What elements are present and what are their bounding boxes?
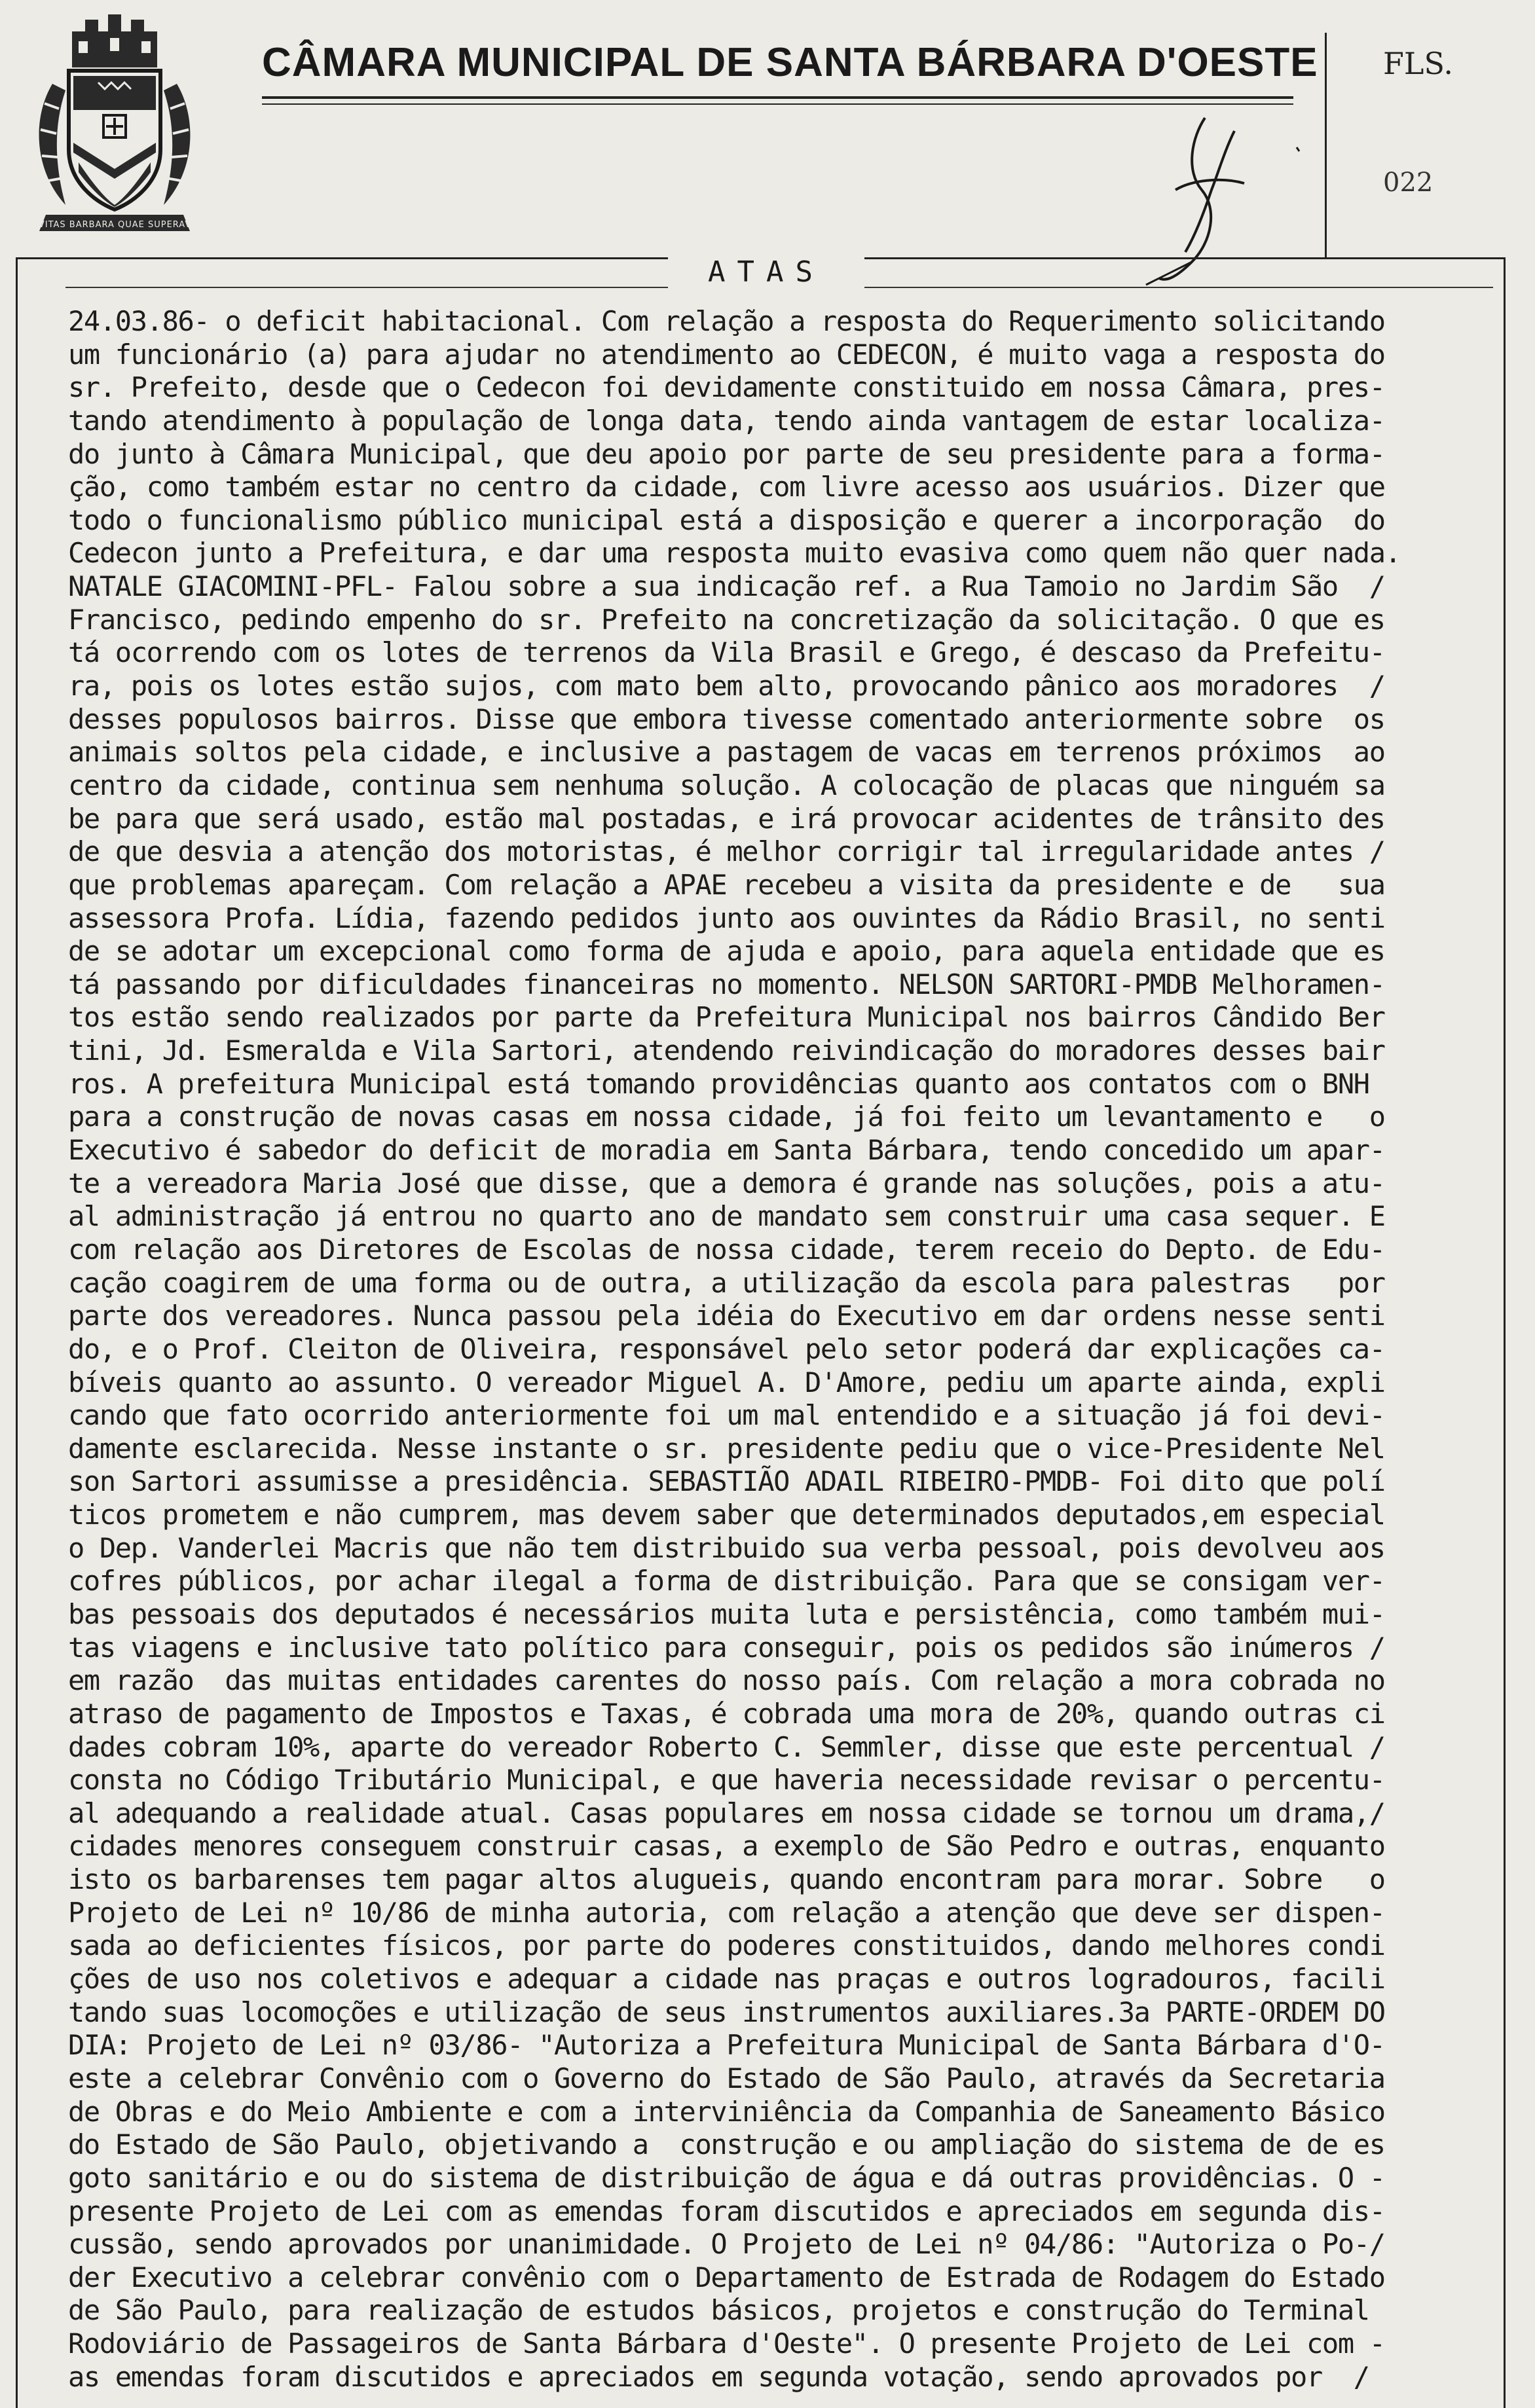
body-line: este a celebrar Convênio com o Governo do Estado de São Paulo, através da Secretaria <box>68 2062 1385 2094</box>
body-line: tá passando por dificuldades financeiras no momento. NELSON SARTORI-PMDB Melhoramen- <box>68 968 1385 1000</box>
body-line: do Estado de São Paulo, objetivando a construção e ou ampliação do sistema de de es <box>68 2128 1385 2161</box>
body-line: de se adotar um excepcional como forma de ajuda e apoio, para aquela entidade que es <box>68 935 1385 968</box>
body-line: tando atendimento à população de longa data, tendo ainda vantagem de estar localiza- <box>68 404 1385 437</box>
body-line: goto sanitário e ou do sistema de distribuição de água e dá outras providências. O - <box>68 2161 1385 2194</box>
body-line: isto os barbarenses tem pagar altos alugueis, quando encontram para morar. Sobre o <box>68 1863 1385 1896</box>
body-line: ticos prometem e não cumprem, mas devem saber que determinados deputados,em especial <box>68 1499 1385 1531</box>
body-line: cofres públicos, por achar ilegal a forma de distribuição. Para que se consigam ver- <box>68 1565 1385 1597</box>
body-line: sada ao deficientes físicos, por parte do poderes constituidos, dando melhores condi <box>68 1929 1385 1962</box>
body-line: para a construção de novas casas em nossa cidade, já foi feito um levantamento e o <box>68 1101 1385 1133</box>
title-underline-thin <box>262 103 1293 105</box>
body-line: Rodoviário de Passageiros de Santa Bárbara d'Oeste". O presente Projeto de Lei com - <box>68 2327 1385 2360</box>
body-line: de São Paulo, para realização de estudos básicos, projetos e construção do Terminal <box>68 2294 1369 2327</box>
body-line: cando que fato ocorrido anteriormente foi um mal entendido e a situação já foi devi- <box>68 1399 1385 1432</box>
body-line: consta no Código Tributário Municipal, e que haveria necessidade revisar o percentu- <box>68 1764 1385 1797</box>
body-line: damente esclarecida. Nesse instante o sr. presidente pediu que o vice-Presidente Nel <box>68 1432 1385 1465</box>
body-line: centro da cidade, continua sem nenhuma solução. A colocação de placas que ninguém sa <box>68 769 1385 801</box>
body-line: cação coagirem de uma forma ou de outra, a utilização da escola para palestras por <box>68 1266 1385 1299</box>
body-line: em razão das muitas entidades carentes do nosso país. Com relação a mora cobrada no <box>68 1664 1385 1697</box>
body-line: as emendas foram discutidos e apreciados em segunda votação, sendo aprovados por / <box>68 2360 1369 2393</box>
svg-text:CIVITAS BARBARA QUAE SUPERAVIT: CIVITAS BARBARA QUAE SUPERAVIT <box>28 220 201 230</box>
body-line: tos estão sendo realizados por parte da Prefeitura Municipal nos bairros Cândido Ber <box>68 1001 1385 1034</box>
body-line: be para que será usado, estão mal postadas, e irá provocar acidentes de trânsito des <box>68 802 1385 835</box>
body-line: 24.03.86- o deficit habitacional. Com relação a resposta do Requerimento solicitando <box>68 305 1385 337</box>
body-line: animais soltos pela cidade, e inclusive a pastagem de vacas em terrenos próximos ao <box>68 736 1385 769</box>
body-line: ra, pois os lotes estão sujos, com mato bem alto, provocando pânico aos moradores / <box>68 670 1385 702</box>
body-line: tando suas locomoções e utilização de seus instrumentos auxiliares.3a PARTE-ORDEM DO <box>68 1996 1385 2028</box>
body-line: Projeto de Lei nº 10/86 de minha autoria, com relação a atenção que deve ser dispen- <box>68 1896 1385 1929</box>
body-line: te a vereadora Maria José que disse, que a demora é grande nas soluções, pois a atu- <box>68 1167 1385 1199</box>
body-line: DIA: Projeto de Lei nº 03/86- "Autoriza a Prefeitura Municipal de Santa Bárbara d'O- <box>68 2029 1385 2062</box>
body-line: com relação aos Diretores de Escolas de nossa cidade, terem receio do Depto. de Edu- <box>68 1233 1385 1266</box>
section-title: ATAS <box>708 255 824 289</box>
body-line: bas pessoais dos deputados é necessários muita luta e persistência, como também mui- <box>68 1597 1385 1630</box>
body-line: parte dos vereadores. Nunca passou pela idéia do Executivo em dar ordens nesse senti <box>68 1300 1385 1332</box>
folio-number: 022 <box>1383 168 1433 198</box>
body-line: de Obras e do Meio Ambiente e com a interviniência da Companhia de Saneamento Básico <box>68 2095 1385 2128</box>
body-line: cidades menores conseguem construir casas, a exemplo de São Pedro e outras, enquanto <box>68 1830 1385 1863</box>
body-line: ros. A prefeitura Municipal está tomando providências quanto aos contatos com o BNH <box>68 1067 1369 1100</box>
body-line: tas viagens e inclusive tato político para conseguir, pois os pedidos são inúmeros / <box>68 1631 1385 1664</box>
page-title: CÂMARA MUNICIPAL DE SANTA BÁRBARA D'OESTE <box>262 40 1318 85</box>
minutes-body <box>68 305 1476 2394</box>
body-line: tini, Jd. Esmeralda e Vila Sartori, atendendo reivindicação do moradores desses bair <box>68 1034 1385 1067</box>
body-line: do, e o Prof. Cleiton de Oliveira, responsável pelo setor poderá dar explicações ca- <box>68 1332 1385 1365</box>
body-line: ção, como também estar no centro da cidade, com livre acesso aos usuários. Dizer que <box>68 471 1385 503</box>
body-line: dades cobram 10%, aparte do vereador Roberto C. Semmler, disse que este percentual / <box>68 1730 1385 1763</box>
body-line: Cedecon junto a Prefeitura, e dar uma resposta muito evasiva como quem não quer nada. <box>68 537 1401 570</box>
folio-label: FLS. <box>1383 46 1453 81</box>
body-line: um funcionário (a) para ajudar no atendimento ao CEDECON, é muito vaga a resposta do <box>68 338 1385 371</box>
body-line: que problemas apareçam. Com relação a APAE recebeu a visita da presidente e de sua <box>68 868 1385 901</box>
body-line: assessora Profa. Lídia, fazendo pedidos junto aos ouvintes da Rádio Brasil, no senti <box>68 902 1385 934</box>
body-line: o Dep. Vanderlei Macris que não tem distribuido sua verba pessoal, pois devolveu aos <box>68 1531 1385 1564</box>
folio-separator <box>1325 33 1327 259</box>
body-line: cussão, sendo aprovados por unanimidade. O Projeto de Lei nº 04/86: "Autoriza o Po-/ <box>68 2228 1385 2261</box>
body-line: der Executivo a celebrar convênio com o Departamento de Estrada de Rodagem do Estado <box>68 2261 1385 2293</box>
body-line: sr. Prefeito, desde que o Cedecon foi devidamente constituido em nossa Câmara, pres- <box>68 371 1385 404</box>
title-underline <box>262 96 1293 99</box>
body-line: tá ocorrendo com os lotes de terrenos da Vila Brasil e Grego, é descaso da Prefeitu- <box>68 636 1385 669</box>
body-line: Executivo é sabedor do deficit de moradia em Santa Bárbara, tendo concedido um apar- <box>68 1134 1385 1167</box>
body-line: ções de uso nos coletivos e adequar a cidade nas praças e outros logradouros, facili <box>68 1963 1385 1996</box>
body-line: al adequando a realidade atual. Casas populares em nossa cidade se tornou um drama,/ <box>68 1797 1385 1829</box>
body-line: de que desvia a atenção dos motoristas, é melhor corrigir tal irregularidade antes / <box>68 835 1385 868</box>
municipal-coat-of-arms <box>26 5 203 247</box>
body-line: do junto à Câmara Municipal, que deu apoio por parte de seu presidente para a forma- <box>68 437 1385 470</box>
body-line: al administração já entrou no quarto ano de mandato sem construir uma casa sequer. E <box>68 1200 1385 1233</box>
body-line: Francisco, pedindo empenho do sr. Prefeito na concretização da solicitação. O que es <box>68 603 1385 636</box>
body-line: desses populosos bairros. Disse que embora tivesse comentado anteriormente sobre os <box>68 702 1385 735</box>
body-line: atraso de pagamento de Impostos e Taxas, é cobrada uma mora de 20%, quando outras ci <box>68 1697 1385 1730</box>
body-line: NATALE GIACOMINI-PFL- Falou sobre a sua indicação ref. a Rua Tamoio no Jardim São / <box>68 570 1385 603</box>
body-line: presente Projeto de Lei com as emendas foram discutidos e apreciados em segunda dis- <box>68 2195 1385 2227</box>
body-line: todo o funcionalismo público municipal está a disposição e querer a incorporação do <box>68 503 1385 536</box>
body-line: bíveis quanto ao assunto. O vereador Miguel A. D'Amore, pediu um aparte ainda, expli <box>68 1366 1385 1398</box>
body-line: son Sartori assumisse a presidência. SEBASTIÃO ADAIL RIBEIRO-PMDB- Foi dito que polí <box>68 1465 1385 1498</box>
